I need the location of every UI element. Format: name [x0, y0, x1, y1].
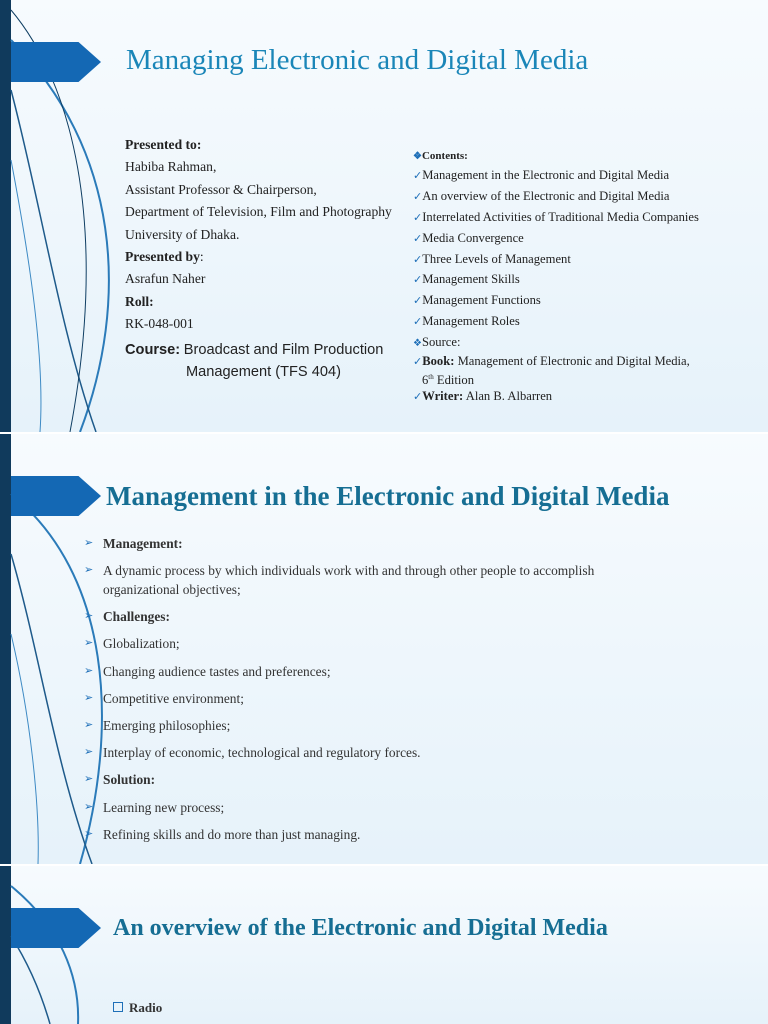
writer-row [413, 386, 699, 407]
list-item [84, 743, 643, 770]
check-icon: ✓ [413, 356, 423, 369]
diamond-bullet-icon: ❖ [413, 338, 422, 350]
side-stripe [0, 434, 11, 864]
list-item [84, 770, 643, 797]
square-bullet-icon [113, 1002, 123, 1012]
side-stripe [0, 0, 11, 432]
title-arrow-marker [11, 908, 101, 948]
contents-heading-row [413, 148, 699, 165]
slide-2-title: Management in the Electronic and Digital Media [106, 481, 670, 511]
check-icon: ✓ [413, 211, 423, 224]
check-icon: ✓ [413, 295, 423, 308]
presented-by-row [125, 246, 392, 268]
edition-row [413, 370, 699, 386]
presented-by-label: Presented by [125, 249, 200, 265]
arrow-bullet-icon: ➢ [84, 827, 94, 840]
list-item [113, 1000, 162, 1016]
list-item [84, 607, 643, 634]
contents-item-text: Three Levels of Management [422, 251, 571, 266]
presented-by-name: Asrafun Naher [125, 271, 206, 287]
presenter-line: Department of Television, Film and Photography [125, 204, 392, 220]
contents-item [413, 228, 699, 249]
roll-label: Roll: [125, 293, 154, 309]
contents-item-text: An overview of the Electronic and Digital Media [422, 188, 670, 203]
source-label: Source: [421, 335, 461, 350]
contents-item-text: Media Convergence [422, 230, 524, 245]
list-item-text: A dynamic process by which individuals work with and through other people to accomplish organizational objectives; [103, 563, 595, 598]
list-item-text: Globalization; [103, 636, 180, 652]
list-item-text: Emerging philosophies; [103, 717, 231, 733]
edition-number: 6 [422, 373, 429, 388]
list-item [84, 716, 643, 743]
contents-item-text: Management Roles [422, 314, 520, 329]
check-icon: ✓ [413, 253, 423, 266]
list-item [84, 825, 643, 852]
slide-3-title: An overview of the Electronic and Digital Media [113, 915, 608, 941]
contents-item [413, 269, 699, 290]
writer-value: Alan B. Albarren [465, 389, 553, 404]
course-row [125, 339, 392, 361]
contents-item [413, 165, 699, 186]
check-icon: ✓ [413, 190, 423, 203]
contents-item-text: Management in the Electronic and Digital Media [422, 168, 670, 182]
list-item [84, 662, 643, 689]
list-item-text: Solution: [103, 772, 156, 788]
contents-item-text: Management Skills [422, 272, 520, 287]
presenter-info [125, 134, 392, 383]
presenter-line: University of Dhaka. [125, 226, 240, 242]
contents-item [413, 186, 699, 207]
course-line-2: Management (TFS 404) [186, 364, 341, 381]
list-item [84, 798, 643, 825]
title-arrow-marker [11, 42, 101, 82]
check-icon: ✓ [413, 274, 423, 287]
source-row [413, 332, 699, 353]
arrow-bullet-icon: ➢ [84, 800, 94, 813]
presented-by-colon: : [199, 249, 204, 265]
slide-1-title: Managing Electronic and Digital Media [126, 44, 589, 76]
list-item-text: Learning new process; [103, 799, 225, 815]
arrow-bullet-icon: ➢ [84, 610, 94, 623]
contents-item-text: Interrelated Activities of Traditional Media Companies [422, 209, 699, 224]
arrow-bullet-icon: ➢ [84, 773, 94, 786]
list-item-text: Management: [103, 536, 183, 551]
check-icon: ✓ [413, 391, 423, 404]
presenter-line: Habiba Rahman, [125, 159, 217, 175]
arrow-bullet-icon: ➢ [84, 537, 94, 549]
roll-value: RK-048-001 [125, 316, 194, 332]
book-label: Book: [422, 354, 455, 369]
course-line-1: Broadcast and Film Production [183, 341, 384, 358]
contents-item-text: Management Functions [422, 293, 541, 308]
list-item-text: Competitive environment; [103, 690, 244, 706]
list-item [84, 689, 643, 716]
book-value: Management of Electronic and Digital Media, [457, 354, 690, 369]
contents-list [413, 148, 699, 407]
edition-text: Edition [436, 373, 474, 388]
diamond-bullet-icon: ❖ [413, 151, 422, 162]
side-stripe [0, 866, 11, 1024]
list-item-text: Refining skills and do more than just managing. [103, 826, 361, 842]
contents-heading: Contents: [421, 150, 468, 162]
check-icon: ✓ [413, 316, 423, 329]
presenter-line: Assistant Professor & Chairperson, [125, 181, 317, 197]
list-item [84, 634, 643, 661]
arrow-bullet-icon: ➢ [84, 564, 94, 577]
contents-item [413, 311, 699, 332]
list-item-text: Radio [129, 1000, 163, 1015]
list-item [84, 561, 643, 607]
list-item-text: Interplay of economic, technological and regulatory forces. [103, 745, 421, 761]
list-item [84, 534, 643, 561]
book-row [413, 353, 699, 370]
edition-superscript: th [428, 373, 434, 382]
contents-item [413, 207, 699, 228]
arrow-bullet-icon: ➢ [84, 664, 94, 677]
list-item-text: Challenges: [103, 609, 170, 625]
list-item-text: Changing audience tastes and preferences; [103, 663, 331, 679]
check-icon: ✓ [413, 232, 423, 245]
slide-1 [0, 0, 768, 432]
contents-item [413, 249, 699, 270]
check-icon: ✓ [413, 170, 423, 182]
contents-item [413, 290, 699, 311]
arrow-bullet-icon: ➢ [84, 637, 94, 650]
arrow-bullet-icon: ➢ [84, 746, 94, 759]
arrow-bullet-icon: ➢ [84, 691, 94, 704]
course-label: Course: [125, 341, 181, 358]
title-arrow-marker [11, 476, 101, 516]
presented-to-label: Presented to: [125, 137, 202, 152]
slide-2-bullet-list [84, 534, 643, 852]
writer-label: Writer: [422, 389, 464, 404]
arrow-bullet-icon: ➢ [84, 718, 94, 731]
